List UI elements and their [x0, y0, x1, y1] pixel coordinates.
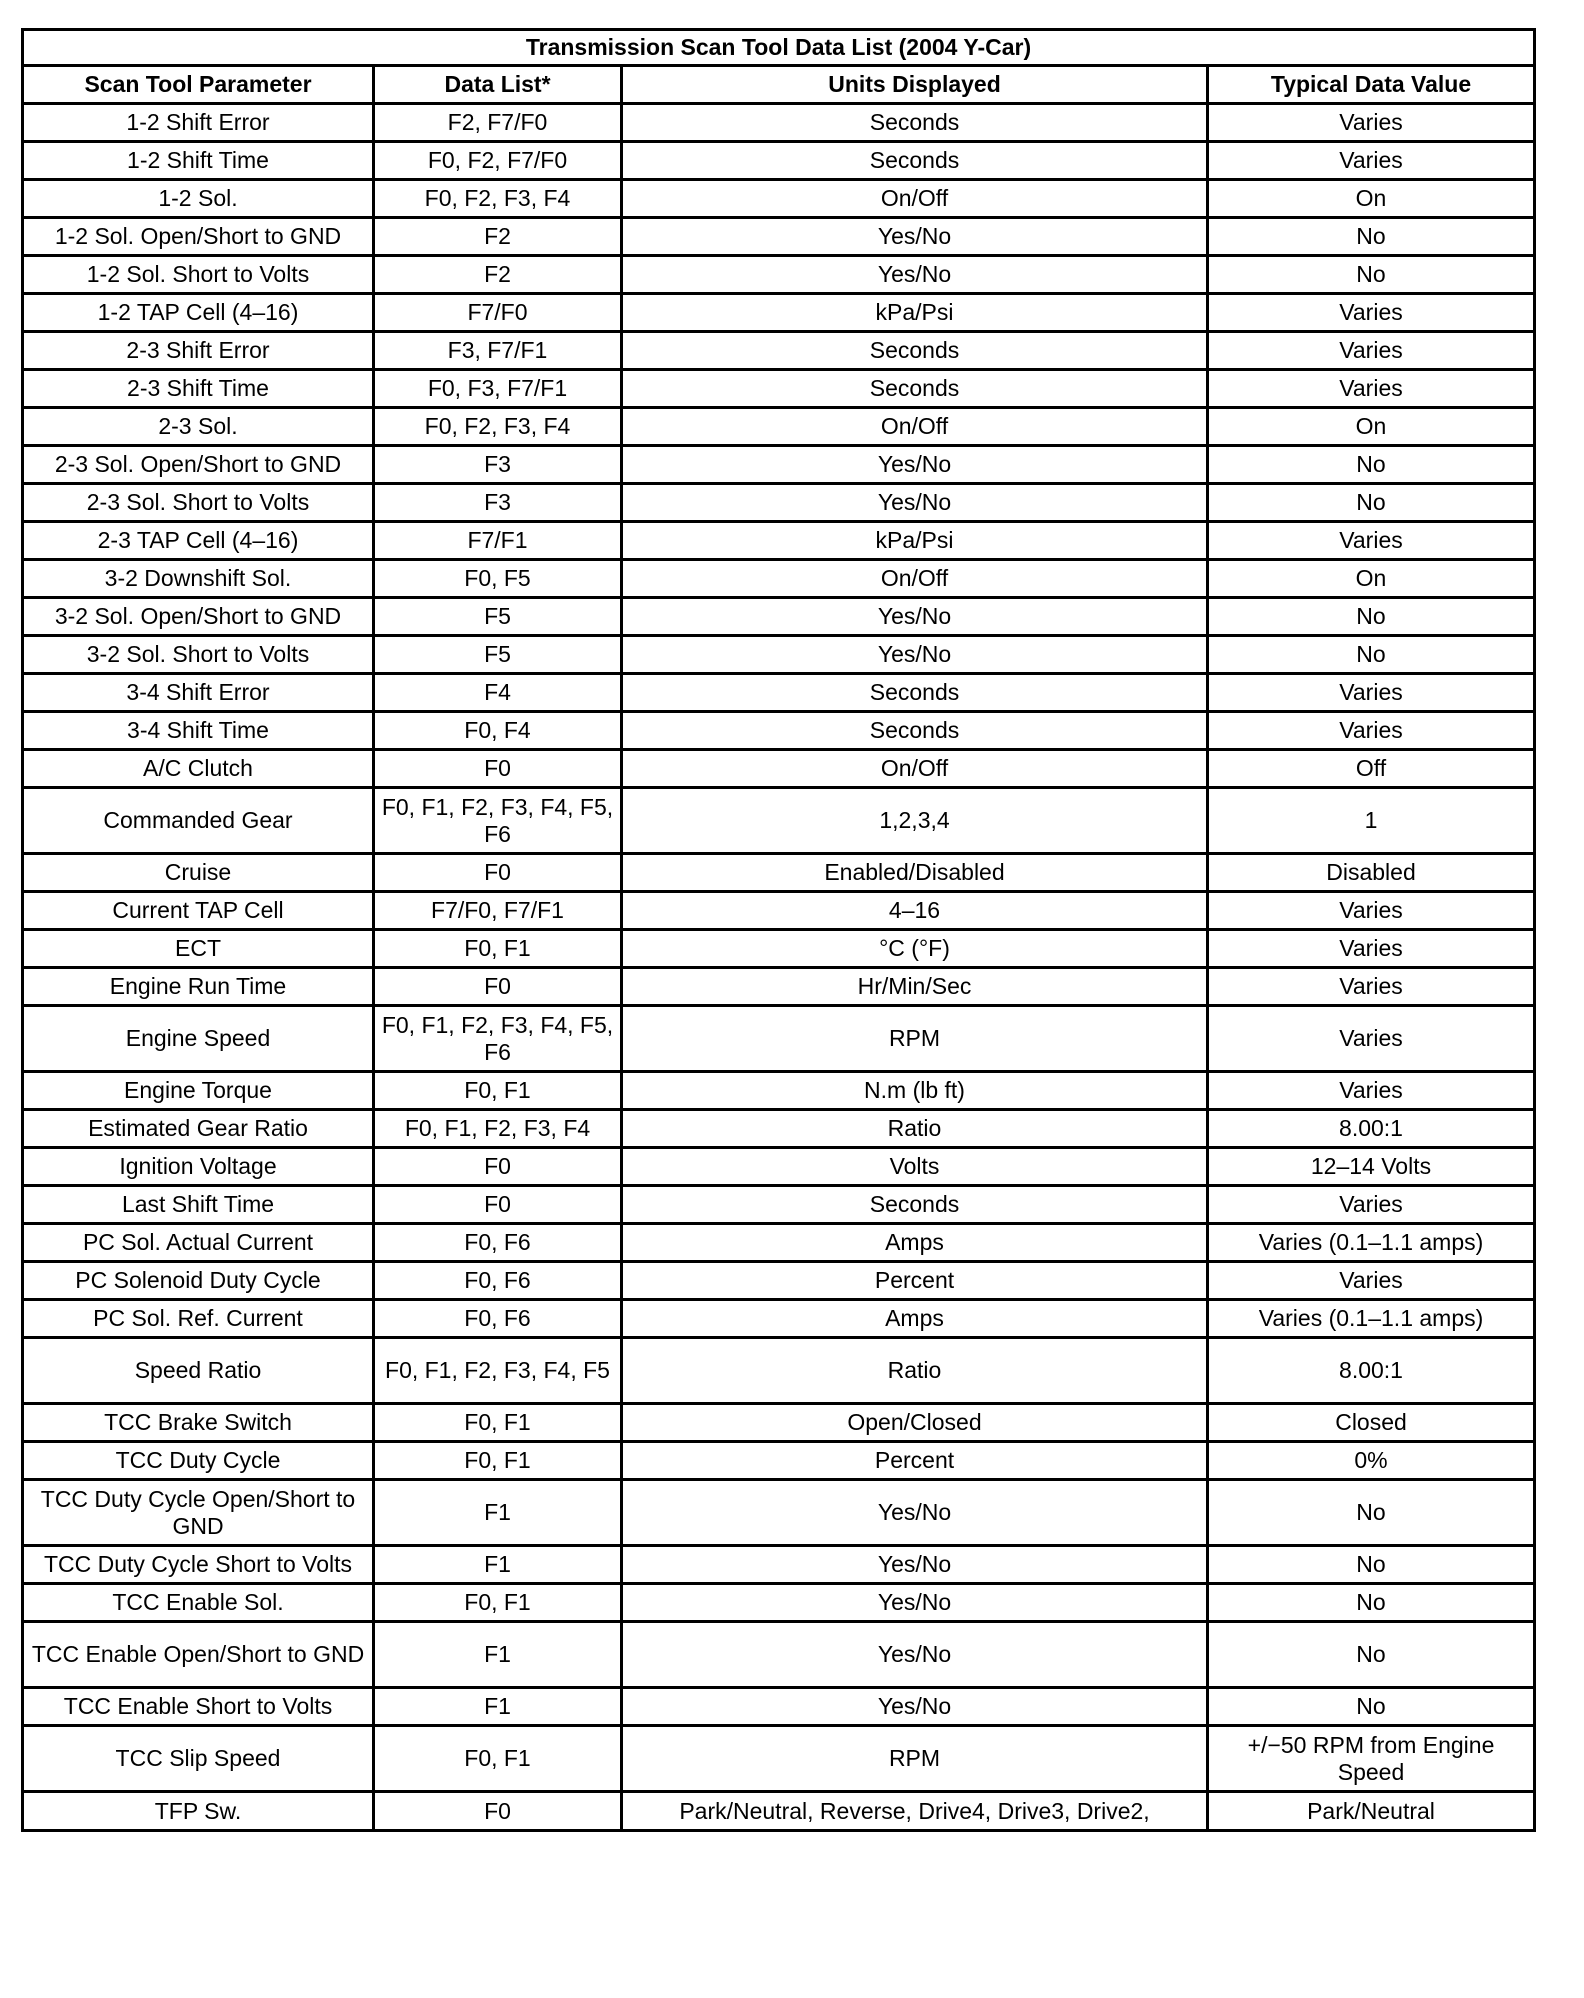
cell-parameter: PC Solenoid Duty Cycle [23, 1262, 374, 1300]
cell-data-list: F1 [374, 1546, 622, 1584]
cell-units: RPM [622, 1006, 1208, 1072]
cell-parameter: 2-3 Shift Time [23, 370, 374, 408]
cell-data-list: F0 [374, 1186, 622, 1224]
cell-parameter: Speed Ratio [23, 1338, 374, 1404]
table-row [23, 1338, 1535, 1404]
cell-parameter: 1-2 Sol. Open/Short to GND [23, 218, 374, 256]
table-row [23, 294, 1535, 332]
cell-typical-value: Varies [1208, 712, 1535, 750]
cell-typical-value: Varies (0.1–1.1 amps) [1208, 1224, 1535, 1262]
cell-typical-value: No [1208, 218, 1535, 256]
cell-parameter: TCC Slip Speed [23, 1726, 374, 1792]
cell-units: Yes/No [622, 446, 1208, 484]
table-title-row [23, 30, 1535, 66]
cell-parameter: 2-3 Shift Error [23, 332, 374, 370]
cell-typical-value: 8.00:1 [1208, 1338, 1535, 1404]
cell-typical-value: Varies [1208, 1186, 1535, 1224]
cell-parameter: ECT [23, 930, 374, 968]
table-row [23, 1792, 1535, 1831]
table-row [23, 560, 1535, 598]
table-row [23, 712, 1535, 750]
cell-typical-value: Varies [1208, 1072, 1535, 1110]
cell-parameter: TCC Duty Cycle [23, 1442, 374, 1480]
cell-typical-value: Off [1208, 750, 1535, 788]
cell-typical-value: Varies [1208, 104, 1535, 142]
cell-units: N.m (lb ft) [622, 1072, 1208, 1110]
cell-units: Amps [622, 1300, 1208, 1338]
table-row [23, 930, 1535, 968]
cell-typical-value: On [1208, 180, 1535, 218]
cell-units: Yes/No [622, 484, 1208, 522]
cell-units: Yes/No [622, 636, 1208, 674]
cell-data-list: F2, F7/F0 [374, 104, 622, 142]
cell-parameter: 3-2 Sol. Short to Volts [23, 636, 374, 674]
cell-units: RPM [622, 1726, 1208, 1792]
cell-units: Seconds [622, 332, 1208, 370]
cell-parameter: 1-2 Sol. Short to Volts [23, 256, 374, 294]
cell-units: Seconds [622, 674, 1208, 712]
cell-data-list: F3 [374, 484, 622, 522]
cell-data-list: F0, F2, F3, F4 [374, 180, 622, 218]
cell-data-list: F0, F3, F7/F1 [374, 370, 622, 408]
table-row [23, 598, 1535, 636]
cell-typical-value: No [1208, 1546, 1535, 1584]
cell-parameter: A/C Clutch [23, 750, 374, 788]
cell-typical-value: Varies [1208, 1006, 1535, 1072]
cell-typical-value: No [1208, 598, 1535, 636]
cell-units: 1,2,3,4 [622, 788, 1208, 854]
cell-data-list: F0, F1, F2, F3, F4, F5, F6 [374, 788, 622, 854]
cell-units: On/Off [622, 408, 1208, 446]
cell-typical-value: 1 [1208, 788, 1535, 854]
cell-data-list: F7/F0 [374, 294, 622, 332]
cell-data-list: F0, F1 [374, 1584, 622, 1622]
table-row [23, 370, 1535, 408]
cell-data-list: F0, F2, F3, F4 [374, 408, 622, 446]
cell-units: 4–16 [622, 892, 1208, 930]
cell-parameter: 2-3 Sol. Open/Short to GND [23, 446, 374, 484]
cell-units: Ratio [622, 1338, 1208, 1404]
table-row [23, 142, 1535, 180]
cell-units: Yes/No [622, 1584, 1208, 1622]
cell-typical-value: No [1208, 1622, 1535, 1688]
cell-parameter: 1-2 Sol. [23, 180, 374, 218]
cell-typical-value: 12–14 Volts [1208, 1148, 1535, 1186]
cell-data-list: F0, F1, F2, F3, F4, F5, F6 [374, 1006, 622, 1072]
cell-units: Yes/No [622, 218, 1208, 256]
table-row [23, 1404, 1535, 1442]
table-row [23, 256, 1535, 294]
cell-parameter: Engine Torque [23, 1072, 374, 1110]
table-row [23, 1584, 1535, 1622]
cell-typical-value: Varies [1208, 522, 1535, 560]
cell-units: Ratio [622, 1110, 1208, 1148]
cell-parameter: TFP Sw. [23, 1792, 374, 1831]
column-header-data-list: Data List* [374, 66, 622, 104]
cell-typical-value: Varies (0.1–1.1 amps) [1208, 1300, 1535, 1338]
cell-data-list: F0, F1 [374, 930, 622, 968]
cell-parameter: 1-2 TAP Cell (4–16) [23, 294, 374, 332]
cell-parameter: PC Sol. Actual Current [23, 1224, 374, 1262]
cell-typical-value: 0% [1208, 1442, 1535, 1480]
cell-units: kPa/Psi [622, 522, 1208, 560]
cell-typical-value: No [1208, 256, 1535, 294]
cell-parameter: Ignition Voltage [23, 1148, 374, 1186]
cell-units: Enabled/Disabled [622, 854, 1208, 892]
cell-data-list: F0, F6 [374, 1262, 622, 1300]
cell-data-list: F1 [374, 1622, 622, 1688]
table-row [23, 1480, 1535, 1546]
table-row [23, 1262, 1535, 1300]
cell-units: Yes/No [622, 1688, 1208, 1726]
table-row [23, 1622, 1535, 1688]
cell-typical-value: On [1208, 408, 1535, 446]
cell-data-list: F0, F4 [374, 712, 622, 750]
cell-data-list: F0 [374, 854, 622, 892]
cell-units: Percent [622, 1442, 1208, 1480]
cell-parameter: TCC Enable Sol. [23, 1584, 374, 1622]
cell-parameter: Engine Run Time [23, 968, 374, 1006]
cell-units: Hr/Min/Sec [622, 968, 1208, 1006]
column-header-parameter: Scan Tool Parameter [23, 66, 374, 104]
cell-units: Park/Neutral, Reverse, Drive4, Drive3, Drive2, [622, 1792, 1208, 1831]
cell-parameter: 2-3 TAP Cell (4–16) [23, 522, 374, 560]
cell-data-list: F1 [374, 1688, 622, 1726]
table-row [23, 674, 1535, 712]
column-header-typical-value: Typical Data Value [1208, 66, 1535, 104]
scan-tool-data-table [21, 28, 1536, 1832]
table-row [23, 1148, 1535, 1186]
table-title: Transmission Scan Tool Data List (2004 Y-Car) [23, 30, 1535, 66]
cell-parameter: 2-3 Sol. [23, 408, 374, 446]
table-row [23, 750, 1535, 788]
cell-units: Percent [622, 1262, 1208, 1300]
cell-units: Seconds [622, 712, 1208, 750]
cell-typical-value: Varies [1208, 1262, 1535, 1300]
cell-parameter: Cruise [23, 854, 374, 892]
cell-parameter: Commanded Gear [23, 788, 374, 854]
cell-data-list: F0, F6 [374, 1224, 622, 1262]
cell-data-list: F0, F1 [374, 1726, 622, 1792]
cell-data-list: F5 [374, 636, 622, 674]
cell-data-list: F5 [374, 598, 622, 636]
cell-units: kPa/Psi [622, 294, 1208, 332]
cell-units: Amps [622, 1224, 1208, 1262]
table-row [23, 1224, 1535, 1262]
cell-typical-value: No [1208, 1480, 1535, 1546]
cell-units: On/Off [622, 180, 1208, 218]
cell-data-list: F4 [374, 674, 622, 712]
cell-units: °C (°F) [622, 930, 1208, 968]
table-row [23, 854, 1535, 892]
cell-units: Open/Closed [622, 1404, 1208, 1442]
cell-typical-value: Park/Neutral [1208, 1792, 1535, 1831]
table-row [23, 1442, 1535, 1480]
cell-units: Yes/No [622, 598, 1208, 636]
table-row [23, 446, 1535, 484]
cell-data-list: F0 [374, 1792, 622, 1831]
table-row [23, 1300, 1535, 1338]
cell-data-list: F7/F0, F7/F1 [374, 892, 622, 930]
cell-parameter: TCC Enable Open/Short to GND [23, 1622, 374, 1688]
table-row [23, 1186, 1535, 1224]
cell-parameter: 3-4 Shift Time [23, 712, 374, 750]
cell-typical-value: On [1208, 560, 1535, 598]
cell-typical-value: No [1208, 636, 1535, 674]
cell-data-list: F0, F1, F2, F3, F4 [374, 1110, 622, 1148]
cell-units: Yes/No [622, 1622, 1208, 1688]
table-row [23, 1688, 1535, 1726]
cell-parameter: PC Sol. Ref. Current [23, 1300, 374, 1338]
cell-typical-value: Varies [1208, 294, 1535, 332]
cell-typical-value: Varies [1208, 892, 1535, 930]
table-row [23, 1546, 1535, 1584]
cell-typical-value: Varies [1208, 332, 1535, 370]
table-row [23, 636, 1535, 674]
cell-parameter: TCC Duty Cycle Open/Short to GND [23, 1480, 374, 1546]
cell-parameter: 1-2 Shift Time [23, 142, 374, 180]
cell-typical-value: Varies [1208, 370, 1535, 408]
cell-parameter: 2-3 Sol. Short to Volts [23, 484, 374, 522]
cell-typical-value: Varies [1208, 142, 1535, 180]
cell-typical-value: No [1208, 1584, 1535, 1622]
cell-parameter: Engine Speed [23, 1006, 374, 1072]
cell-data-list: F1 [374, 1480, 622, 1546]
table-row [23, 1726, 1535, 1792]
cell-units: On/Off [622, 560, 1208, 598]
cell-typical-value: Varies [1208, 930, 1535, 968]
cell-typical-value: Varies [1208, 968, 1535, 1006]
cell-data-list: F0 [374, 1148, 622, 1186]
table-row [23, 968, 1535, 1006]
cell-units: Seconds [622, 142, 1208, 180]
cell-units: Yes/No [622, 1546, 1208, 1584]
cell-data-list: F0, F6 [374, 1300, 622, 1338]
cell-data-list: F0, F5 [374, 560, 622, 598]
table-row [23, 788, 1535, 854]
cell-parameter: Estimated Gear Ratio [23, 1110, 374, 1148]
cell-typical-value: 8.00:1 [1208, 1110, 1535, 1148]
cell-typical-value: +/−50 RPM from Engine Speed [1208, 1726, 1535, 1792]
table-header-row [23, 66, 1535, 104]
table-row [23, 218, 1535, 256]
cell-typical-value: No [1208, 446, 1535, 484]
cell-typical-value: Disabled [1208, 854, 1535, 892]
column-header-units: Units Displayed [622, 66, 1208, 104]
cell-units: Seconds [622, 1186, 1208, 1224]
cell-units: Yes/No [622, 256, 1208, 294]
cell-data-list: F0 [374, 968, 622, 1006]
table-row [23, 332, 1535, 370]
cell-data-list: F3, F7/F1 [374, 332, 622, 370]
cell-data-list: F2 [374, 218, 622, 256]
table-row [23, 892, 1535, 930]
table-row [23, 408, 1535, 446]
cell-parameter: 3-2 Downshift Sol. [23, 560, 374, 598]
cell-parameter: Last Shift Time [23, 1186, 374, 1224]
cell-data-list: F0, F1 [374, 1072, 622, 1110]
cell-parameter: TCC Enable Short to Volts [23, 1688, 374, 1726]
cell-parameter: 3-4 Shift Error [23, 674, 374, 712]
table-body [23, 104, 1535, 1831]
cell-data-list: F0, F1 [374, 1404, 622, 1442]
cell-typical-value: Closed [1208, 1404, 1535, 1442]
table-row [23, 1110, 1535, 1148]
cell-data-list: F0, F1 [374, 1442, 622, 1480]
cell-parameter: 1-2 Shift Error [23, 104, 374, 142]
cell-units: Yes/No [622, 1480, 1208, 1546]
cell-parameter: TCC Duty Cycle Short to Volts [23, 1546, 374, 1584]
cell-typical-value: No [1208, 1688, 1535, 1726]
cell-parameter: 3-2 Sol. Open/Short to GND [23, 598, 374, 636]
table-row [23, 1072, 1535, 1110]
table-row [23, 484, 1535, 522]
cell-data-list: F7/F1 [374, 522, 622, 560]
cell-data-list: F0, F1, F2, F3, F4, F5 [374, 1338, 622, 1404]
cell-data-list: F2 [374, 256, 622, 294]
cell-units: Seconds [622, 104, 1208, 142]
cell-data-list: F0 [374, 750, 622, 788]
cell-parameter: Current TAP Cell [23, 892, 374, 930]
table-row [23, 104, 1535, 142]
table-row [23, 522, 1535, 560]
cell-parameter: TCC Brake Switch [23, 1404, 374, 1442]
cell-units: Seconds [622, 370, 1208, 408]
cell-typical-value: Varies [1208, 674, 1535, 712]
cell-data-list: F3 [374, 446, 622, 484]
cell-units: Volts [622, 1148, 1208, 1186]
table-row [23, 1006, 1535, 1072]
cell-data-list: F0, F2, F7/F0 [374, 142, 622, 180]
cell-units: On/Off [622, 750, 1208, 788]
table-row [23, 180, 1535, 218]
cell-typical-value: No [1208, 484, 1535, 522]
